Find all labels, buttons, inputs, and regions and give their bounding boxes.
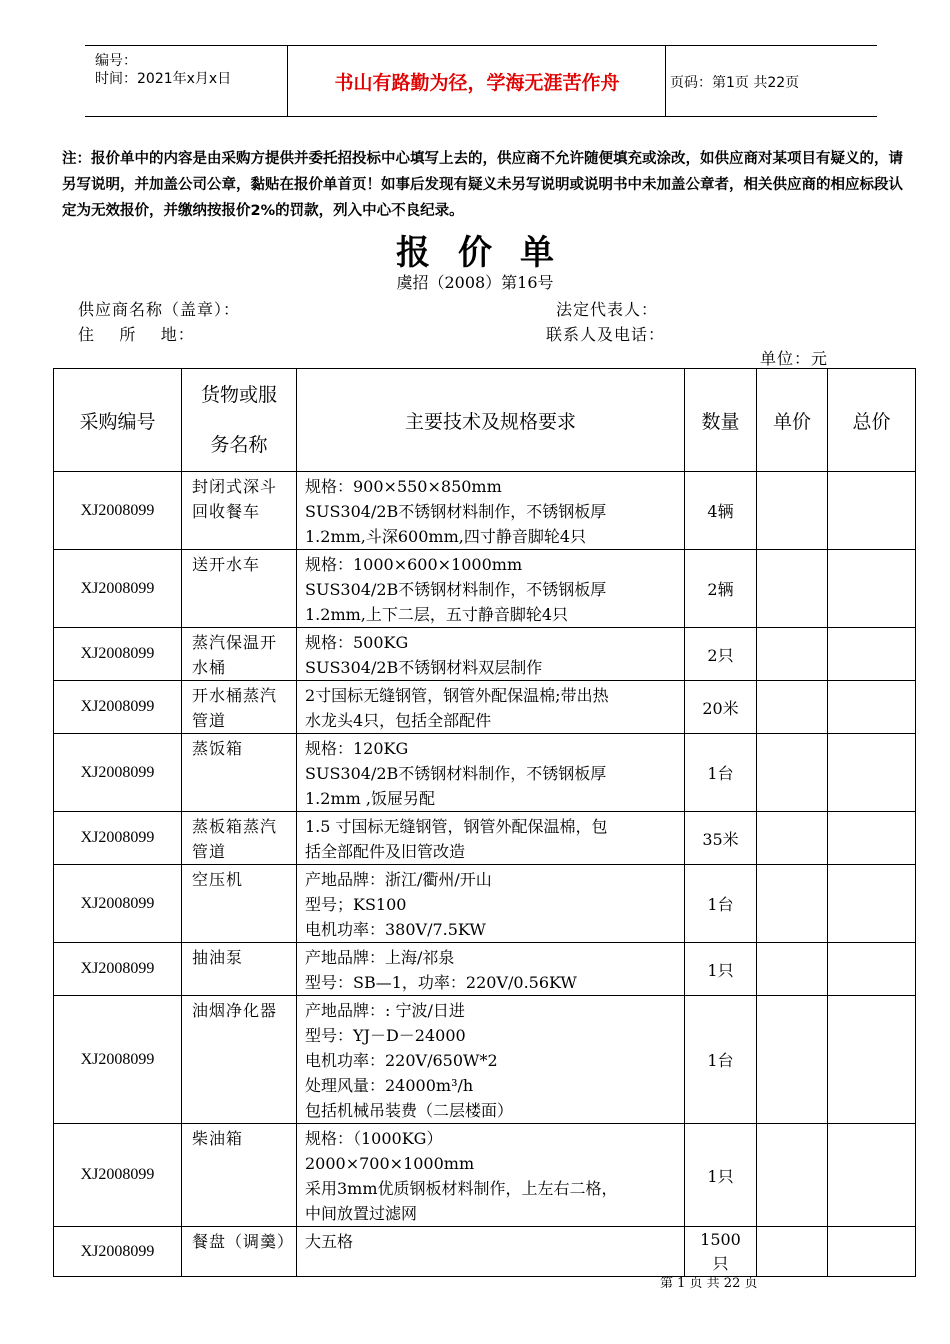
header-total: 总价	[828, 369, 916, 472]
cell-qty: 4辆	[685, 472, 757, 550]
page-footer: 第 1 页 共 22 页	[660, 1276, 758, 1291]
cell-name: 油烟净化器	[182, 996, 297, 1124]
header-spec: 主要技术及规格要求	[297, 369, 685, 472]
cell-unit-price	[757, 996, 828, 1124]
table-row	[54, 996, 916, 1124]
cell-unit-price	[757, 550, 828, 628]
cell-name: 蒸饭箱	[182, 734, 297, 812]
table-row	[54, 681, 916, 734]
cell-total	[828, 943, 916, 996]
spec-line: 中间放置过滤网	[305, 1204, 418, 1223]
cell-code: XJ2008099	[54, 996, 182, 1124]
cell-total	[828, 628, 916, 681]
spec-line: 规格：（1000KG）	[305, 1129, 443, 1148]
spec-line: 产地品牌：上海/祁泉	[305, 948, 455, 967]
spec-line: SUS304/2B不锈钢材料双层制作	[305, 658, 543, 677]
cell-qty: 1只	[685, 1124, 757, 1227]
legal-rep-label: 法定代表人：	[556, 300, 659, 319]
cell-total	[828, 996, 916, 1124]
spec-line: 1.2mm ,饭屉另配	[305, 789, 435, 808]
spec-line: 电机功率：220V/650W*2	[305, 1051, 498, 1070]
cell-spec	[297, 681, 685, 734]
time-label: 时间：2021年x月x日	[95, 71, 232, 87]
document-number: 虞招（2008）第16号	[396, 273, 554, 292]
cell-total	[828, 812, 916, 865]
spec-line: 规格：120KG	[305, 739, 409, 758]
cell-spec	[297, 550, 685, 628]
cell-code: XJ2008099	[54, 628, 182, 681]
spec-line: 处理风量：24000m³/h	[305, 1076, 474, 1095]
cell-name: 抽油泵	[182, 943, 297, 996]
cell-unit-price	[757, 472, 828, 550]
table-row	[54, 472, 916, 550]
cell-total	[828, 734, 916, 812]
table-row	[54, 734, 916, 812]
header-divider	[665, 46, 666, 116]
table-row	[54, 550, 916, 628]
page-label: 页码：第1页 共22页	[670, 75, 800, 91]
contact-label: 联系人及电话：	[546, 325, 666, 344]
cell-name: 开水桶蒸汽管道	[182, 681, 297, 734]
spec-line: 型号：SB—1，功率：220V/0.56KW	[305, 973, 577, 992]
table-row	[54, 865, 916, 943]
cell-unit-price	[757, 865, 828, 943]
cell-code: XJ2008099	[54, 1227, 182, 1277]
cell-unit-price	[757, 812, 828, 865]
spec-line: 1.5 寸国标无缝钢管，钢管外配保温棉，包	[305, 817, 608, 836]
cell-total	[828, 1227, 916, 1277]
cell-code: XJ2008099	[54, 1124, 182, 1227]
cell-spec	[297, 1124, 685, 1227]
spec-line: 规格：1000×600×1000mm	[305, 555, 523, 574]
cell-total	[828, 1124, 916, 1227]
cell-spec	[297, 865, 685, 943]
cell-unit-price	[757, 1227, 828, 1277]
cell-code: XJ2008099	[54, 472, 182, 550]
header-name	[182, 369, 297, 472]
address-label: 住 所 地：	[78, 325, 195, 344]
cell-qty: 2只	[685, 628, 757, 681]
cell-total	[828, 550, 916, 628]
cell-spec	[297, 1227, 685, 1277]
page-header	[85, 45, 877, 117]
cell-qty: 20米	[685, 681, 757, 734]
spec-line: 包括机械吊装费（二层楼面）	[305, 1101, 514, 1120]
page-title: 报价单	[396, 233, 582, 273]
quotation-table	[53, 368, 916, 1277]
cell-name: 封闭式深斗回收餐车	[182, 472, 297, 550]
spec-line: 型号；KS100	[305, 895, 407, 914]
cell-qty: 1台	[685, 734, 757, 812]
cell-total	[828, 472, 916, 550]
cell-name: 送开水车	[182, 550, 297, 628]
spec-line: 产地品牌：浙江/衢州/开山	[305, 870, 492, 889]
cell-unit-price	[757, 734, 828, 812]
spec-line: SUS304/2B不锈钢材料制作，不锈钢板厚	[305, 502, 607, 521]
cell-code: XJ2008099	[54, 812, 182, 865]
supplier-label: 供应商名称（盖章）：	[78, 300, 241, 319]
spec-line: SUS304/2B不锈钢材料制作，不锈钢板厚	[305, 764, 607, 783]
cell-code: XJ2008099	[54, 681, 182, 734]
header-name-line1: 货物或服	[200, 384, 277, 406]
spec-line: 规格：900×550×850mm	[305, 477, 502, 496]
header-code: 采购编号	[54, 369, 182, 472]
spec-line: 型号：YJ－D－24000	[305, 1026, 466, 1045]
spec-line: 水龙头4只，包括全部配件	[305, 711, 492, 730]
cell-name: 蒸板箱蒸汽管道	[182, 812, 297, 865]
cell-spec	[297, 943, 685, 996]
cell-spec	[297, 628, 685, 681]
header-qty: 数量	[685, 369, 757, 472]
header-name-line2: 务名称	[210, 434, 268, 456]
cell-qty: 2辆	[685, 550, 757, 628]
motto: 书山有路勤为径，学海无涯苦作舟	[334, 71, 620, 94]
cell-code: XJ2008099	[54, 865, 182, 943]
spec-line: SUS304/2B不锈钢材料制作，不锈钢板厚	[305, 580, 607, 599]
notice-text: 注：报价单中的内容是由采购方提供并委托招投标中心填写上去的，供应商不允许随便填充或涂改，如供应商对某项目有疑义的，请另写说明，并加盖公司公章，黏贴在报价单首页！如事后发现有疑义未另写说明或说明书中未加盖公章者，相关供应商的相应标段认定为无效报价，并缴纳按报价2%的罚款，列入中心不良纪录。	[62, 151, 903, 219]
table-row	[54, 943, 916, 996]
header-unit-price: 单价	[757, 369, 828, 472]
table-header-row	[54, 369, 916, 472]
cell-unit-price	[757, 943, 828, 996]
spec-line: 1.2mm,上下二层，五寸静音脚轮4只	[305, 605, 569, 624]
cell-unit-price	[757, 1124, 828, 1227]
cell-code: XJ2008099	[54, 550, 182, 628]
cell-total	[828, 681, 916, 734]
cell-qty: 35米	[685, 812, 757, 865]
table-row	[54, 1227, 916, 1277]
cell-spec	[297, 472, 685, 550]
spec-line: 采用3mm优质钢板材料制作，上左右二格，	[305, 1179, 618, 1198]
cell-code: XJ2008099	[54, 734, 182, 812]
unit-label: 单位：元	[760, 349, 829, 368]
cell-qty: 1台	[685, 996, 757, 1124]
table-row	[54, 812, 916, 865]
spec-line: 规格：500KG	[305, 633, 409, 652]
header-divider	[287, 46, 288, 116]
cell-qty: 1500只	[685, 1227, 757, 1277]
cell-total	[828, 865, 916, 943]
cell-name: 蒸汽保温开水桶	[182, 628, 297, 681]
spec-line: 括全部配件及旧管改造	[305, 842, 466, 861]
spec-line: 电机功率：380V/7.5KW	[305, 920, 486, 939]
cell-code: XJ2008099	[54, 943, 182, 996]
number-label: 编号：	[95, 53, 137, 69]
cell-unit-price	[757, 681, 828, 734]
cell-qty: 1台	[685, 865, 757, 943]
table-row	[54, 1124, 916, 1227]
cell-name: 空压机	[182, 865, 297, 943]
spec-line: 大五格	[305, 1232, 354, 1251]
spec-line: 2寸国标无缝钢管，钢管外配保温棉;带出热	[305, 686, 609, 705]
cell-qty: 1只	[685, 943, 757, 996]
cell-unit-price	[757, 628, 828, 681]
spec-line: 1.2mm,斗深600mm,四寸静音脚轮4只	[305, 527, 587, 546]
table-row	[54, 628, 916, 681]
cell-name: 柴油箱	[182, 1124, 297, 1227]
cell-spec	[297, 812, 685, 865]
cell-spec	[297, 996, 685, 1124]
cell-name: 餐盘（调羹）	[182, 1227, 297, 1277]
spec-line: 2000×700×1000mm	[305, 1154, 475, 1173]
spec-line: 产地品牌：: 宁波/日进	[305, 1001, 465, 1020]
cell-spec	[297, 734, 685, 812]
